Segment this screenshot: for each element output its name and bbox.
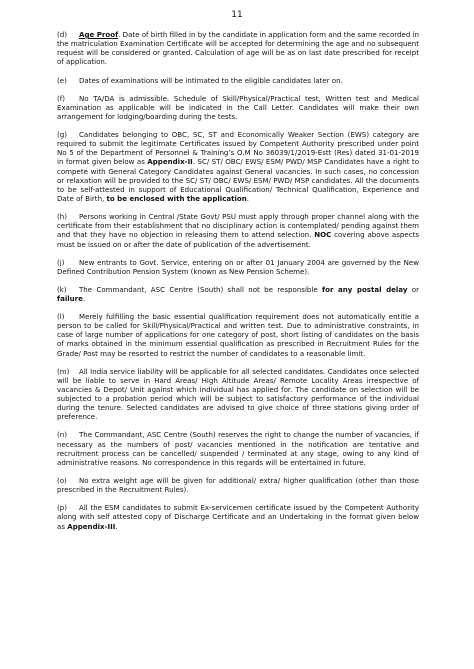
document-body: [57, 30, 419, 540]
paragraph: [57, 258, 419, 276]
paragraph-text: . SC/ ST/ OBC/ EWS/ ESM/ PWD/ MSP Candidates have a right to compete with General Category Candidates against General vacancies. In such cases, no concession or relaxation will be provided to the SC/ ST/ OBC/ EWS/ ESM/ PWD/ MSP candidates. All the documents to be self-attested in support of Educational Qualification/ Technical Qualification, Experience and Date of Birth,: [57, 157, 420, 204]
paragraph-text: No extra weight age will be given for additional/ extra/ higher qualification (other than those prescribed in the Recruitment Rules).: [57, 476, 419, 495]
paragraph-text: Merely fulfilling the basic essential qualification requirement does not automatically entitle a person to be called for Skill/Physical/Practical and written test. Due to administrative constraints, in case of large number of applications for one category of post, short listing of candidates on the basis of marks obtained in the minimum essential qualification as prescribed in Recruitment Rules for the Grade/ Post may be resorted to restrict the number of candidates to a reasonable limit.: [57, 311, 419, 358]
paragraph-label: (o): [57, 476, 67, 485]
paragraph-text: All India service liability will be applicable for all selected candidates. Candidates once selected will be liable to serve in Hard Areas/ High Altitude Areas/ Remote Locality Areas irrespective of vacancies & Depot/ Unit against which individual has applied for. The candidate on selection will be subjected to a probation period which will be subject to satisfactory performance of the individual during the tenure. Selected candidates are advised to give choice of three stations giving order of preference.: [57, 366, 419, 422]
bold-text: to be enclosed with the application: [106, 194, 247, 204]
paragraph-label: (h): [57, 212, 67, 222]
paragraph: [57, 312, 419, 358]
paragraph-label: (l): [57, 311, 65, 321]
paragraph-label: (m): [57, 366, 70, 376]
paragraph: [57, 503, 419, 530]
bold-text: Appendix-III: [67, 521, 116, 531]
paragraph-text: Candidates belonging to OBC, SC, ST and Economically Weaker Section (EWS) category are required to submit the legitimate Certificates issued by Competent Authority prescribed under point No 5 of the Department of Personnel & Training’s O.M No 36039/1/2019-Estt (Res) dated 31-01-2019 in format given below as: [57, 129, 419, 167]
paragraph: [57, 367, 419, 422]
paragraph-label: (d): [57, 30, 67, 39]
paragraph-text: New entrants to Govt. Service, entering on or after 01 January 2004 are governed by the New Defined Contribution Pension System (known as New Pension Scheme).: [57, 257, 419, 276]
paragraph: [57, 30, 419, 67]
underlined-heading: Age Proof: [79, 30, 119, 39]
paragraph: [57, 476, 419, 494]
bold-text: failure: [57, 293, 83, 303]
paragraph-text: .: [246, 194, 250, 204]
paragraph-label: (f): [57, 93, 65, 103]
paragraph-label: (p): [57, 503, 67, 513]
paragraph-text: or: [407, 284, 420, 294]
paragraph-text: .: [82, 293, 86, 303]
paragraph-label: (e): [57, 75, 67, 85]
paragraph: [57, 130, 419, 203]
paragraph-text: The Commandant, ASC Centre (South) shall not be responsible: [79, 284, 323, 294]
paragraph-text: Dates of examinations will be intimated to the eligible candidates later on.: [79, 75, 343, 85]
page-number: 11: [231, 10, 243, 20]
paragraph-text: All the ESM candidates to submit Ex-servicemen certificate issued by the Competent Authority along with self attested copy of Discharge Certificate and an Undertaking in the format given below as: [57, 503, 419, 531]
paragraph-text: Persons working in Central /State Govt/ PSU must apply through proper channel along with the certificate from their establishment that no disciplinary action is contemplated/ pending against them and that they have no objection in releasing them to attend selection.: [57, 212, 419, 240]
bold-text: Appendix-II: [147, 157, 193, 167]
paragraph: [57, 94, 419, 121]
paragraph-text: The Commandant, ASC Centre (South) reserves the right to change the number of vacancies, if necessary as the numbers of post/ vacancies mentioned in the notification are tentative and recruitment process can be cancelled/ suspended / terminated at any stage, owing to any kind of administrative reasons. No correspondence in this regards will be entertained in future.: [57, 430, 419, 467]
bold-text: NOC: [314, 230, 332, 240]
paragraph: [57, 212, 419, 249]
paragraph-text: . Date of birth filled in by the candidate in application form and the same recorded in the matriculation Examination Certificate will be accepted for determining the age and no subsequent request will be considered or granted. Calculation of age will be as on last date prescribed for receipt of application.: [57, 30, 419, 67]
paragraph: [57, 76, 419, 85]
paragraph-label: (k): [57, 284, 67, 294]
bold-text: for any postal delay: [322, 284, 408, 294]
paragraph-text: covering above aspects must be issued on or after the date of publication of the advertisement.: [57, 230, 420, 249]
paragraph-text: No TA/DA is admissible. Schedule of Skill/Physical/Practical test, Written test and Medical Examination as applicable will be indicated in the Call Letter. Candidates will make their own arrangement for lodging/boarding during the tests.: [57, 93, 419, 121]
paragraph-label: (j): [57, 257, 65, 267]
paragraph-text: .: [115, 521, 118, 531]
paragraph: [57, 430, 419, 467]
paragraph-label: (g): [57, 129, 67, 139]
paragraph: [57, 285, 419, 303]
paragraph-label: (n): [57, 430, 67, 440]
